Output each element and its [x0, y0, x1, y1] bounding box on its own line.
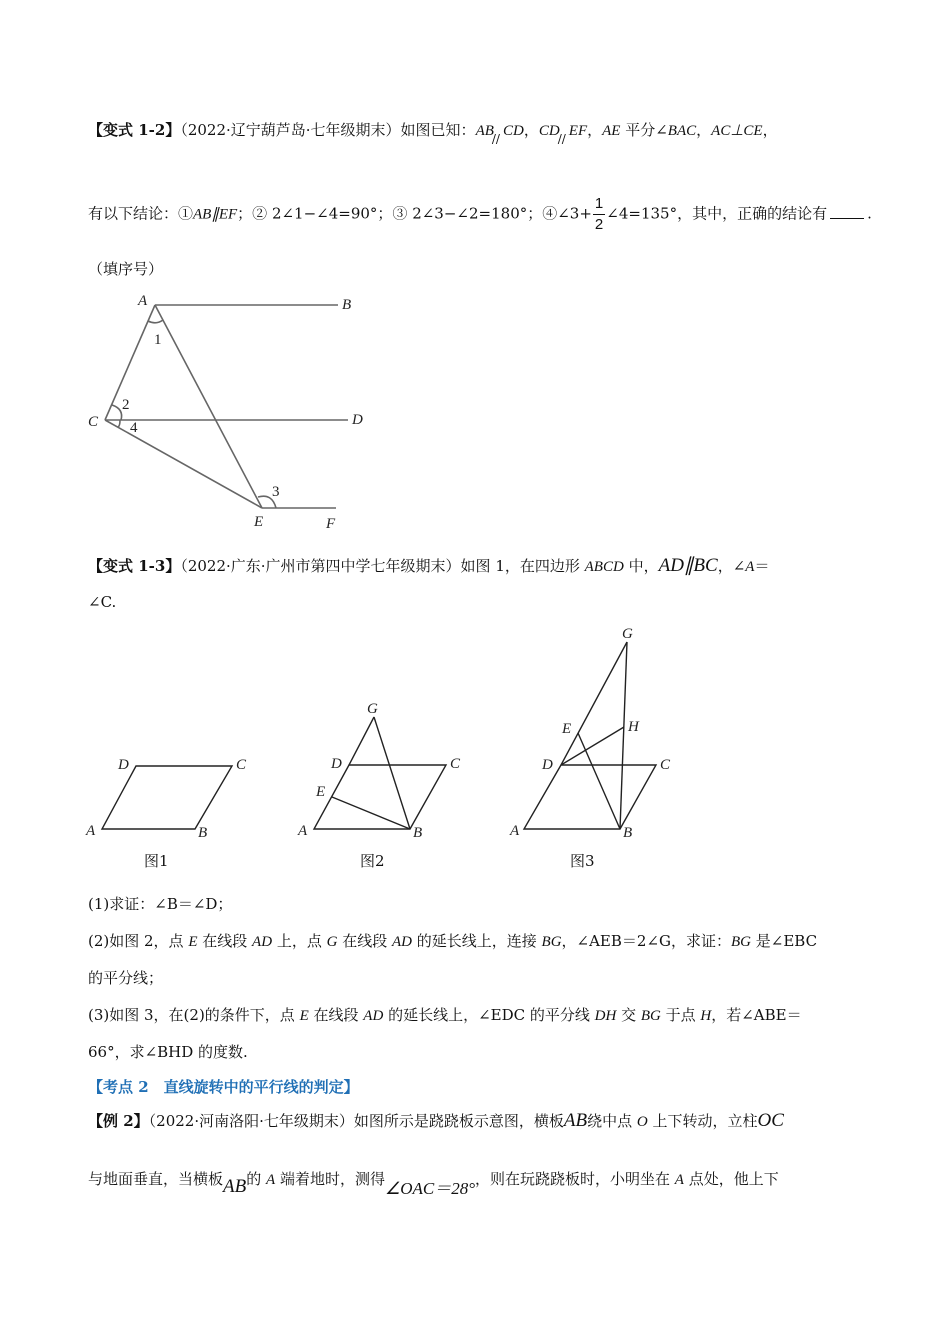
label-angle-1: 1: [154, 332, 162, 348]
parallel-symbol: //: [557, 132, 566, 146]
fig3-caption: 图3: [570, 852, 595, 870]
v13-source: （2022·广东·广州市第四中学七年级期末）: [180, 557, 461, 575]
angle-arc-4: [118, 420, 120, 427]
fig1-caption: 图1: [144, 852, 169, 870]
v12-figure: [80, 285, 380, 535]
v13-line1: 【变式 1-3】（2022·广东·广州市第四中学七年级期末）如图 1，在四边形 ABCD 中，AD∥BC，∠A＝: [88, 555, 770, 576]
fig3-label-G: G: [622, 626, 633, 642]
v13-figure-2: [294, 695, 474, 845]
label-angle-2: 2: [122, 397, 130, 413]
v13-line2: ∠C.: [88, 593, 117, 611]
v13-figure-1: [84, 750, 254, 845]
segment-gb: [620, 642, 627, 829]
kp2-section-title: 【考点 2 直线旋转中的平行线的判定】: [88, 1078, 359, 1096]
label-A: A: [138, 293, 148, 309]
fig3-label-E: E: [562, 721, 572, 737]
fig1-label-B: B: [198, 825, 208, 841]
v12-line3: （填序号）: [88, 260, 164, 278]
label-F: F: [326, 516, 336, 532]
v13-figure-3: [504, 620, 694, 845]
segment-gb: [374, 717, 410, 829]
label-D: D: [352, 412, 363, 428]
segment-ac: [105, 305, 155, 420]
fig3-label-H: H: [628, 719, 639, 735]
fig2-label-B: B: [413, 825, 423, 841]
v13-question-1: (1)求证：∠B＝∠D；: [88, 895, 233, 913]
v12-tag: 【变式 1-2】: [88, 121, 181, 139]
parallel-symbol: //: [491, 132, 500, 146]
segment-dg: [349, 717, 374, 765]
parallelogram-abcd: [102, 766, 232, 829]
segment-eb: [332, 797, 410, 829]
fig2-label-A: A: [298, 823, 308, 839]
v13-question-3-line2: 66°，求∠BHD 的度数.: [88, 1043, 248, 1061]
label-E: E: [254, 514, 264, 530]
segment-eb: [578, 733, 620, 829]
fig3-label-D: D: [542, 757, 553, 773]
fig2-label-D: D: [331, 756, 342, 772]
v12-line2: 有以下结论：①AB∥EF；② 2∠1−∠4=90°；③ 2∠3−∠2=180°；④∠3+ $\frac{1}{2}$ ∠4=135°，其中，正确的结论有 .: [88, 195, 872, 233]
v12-source: （2022·辽宁葫芦岛·七年级期末）: [180, 121, 401, 139]
fig2-label-E: E: [316, 784, 326, 800]
parallelogram-abcd: [524, 765, 656, 829]
segment-dg: [561, 642, 627, 765]
ex2-tag: 【例 2】: [88, 1112, 149, 1130]
ex2-source: （2022·河南洛阳·七年级期末）: [148, 1112, 354, 1130]
v13-question-2-line2: 的平分线；: [88, 969, 164, 987]
fig1-label-C: C: [236, 757, 247, 773]
fig2-caption: 图2: [360, 852, 385, 870]
ex2-line2: 与地面垂直，当横板AB的 A 端着地时，测得∠OAC＝28°，则在玩跷跷板时，小明坐在 A 点处，他上下: [88, 1170, 779, 1198]
fig1-label-D: D: [118, 757, 129, 773]
fig2-label-C: C: [450, 756, 461, 772]
v13-question-2-line1: (2)如图 2，点 E 在线段 AD 上，点 G 在线段 AD 的延长线上，连接 BG，∠AEB＝2∠G，求证：BG 是∠EBC: [88, 932, 818, 950]
fig3-label-B: B: [623, 825, 633, 841]
fig3-label-C: C: [660, 757, 671, 773]
fig2-label-G: G: [367, 701, 378, 717]
answer-blank[interactable]: [830, 204, 864, 219]
fig3-label-A: A: [510, 823, 520, 839]
fig1-label-A: A: [86, 823, 96, 839]
label-angle-3: 3: [272, 484, 280, 500]
label-angle-4: 4: [130, 420, 138, 436]
angle-arc-1: [148, 320, 163, 323]
v13-tag: 【变式 1-3】: [88, 557, 181, 575]
v12-line1: 【变式 1-2】（2022·辽宁葫芦岛·七年级期末）如图已知：$AB_{//}$ CD，$CD_{//}$ EF，AE 平分∠BAC，AC⊥CE，: [88, 121, 778, 146]
angle-arc-2: [112, 405, 122, 420]
label-C: C: [88, 414, 99, 430]
fraction-one-half: $\frac{1}{2}$: [594, 195, 604, 233]
label-B: B: [342, 297, 352, 313]
ex2-line1: 【例 2】（2022·河南洛阳·七年级期末）如图所示是跷跷板示意图，横板AB绕中点 O 上下转动，立柱OC: [88, 1110, 784, 1131]
v13-question-3-line1: (3)如图 3，在(2)的条件下，点 E 在线段 AD 的延长线上，∠EDC 的平分线 DH 交 BG 于点 H，若∠ABE＝: [88, 1006, 802, 1024]
